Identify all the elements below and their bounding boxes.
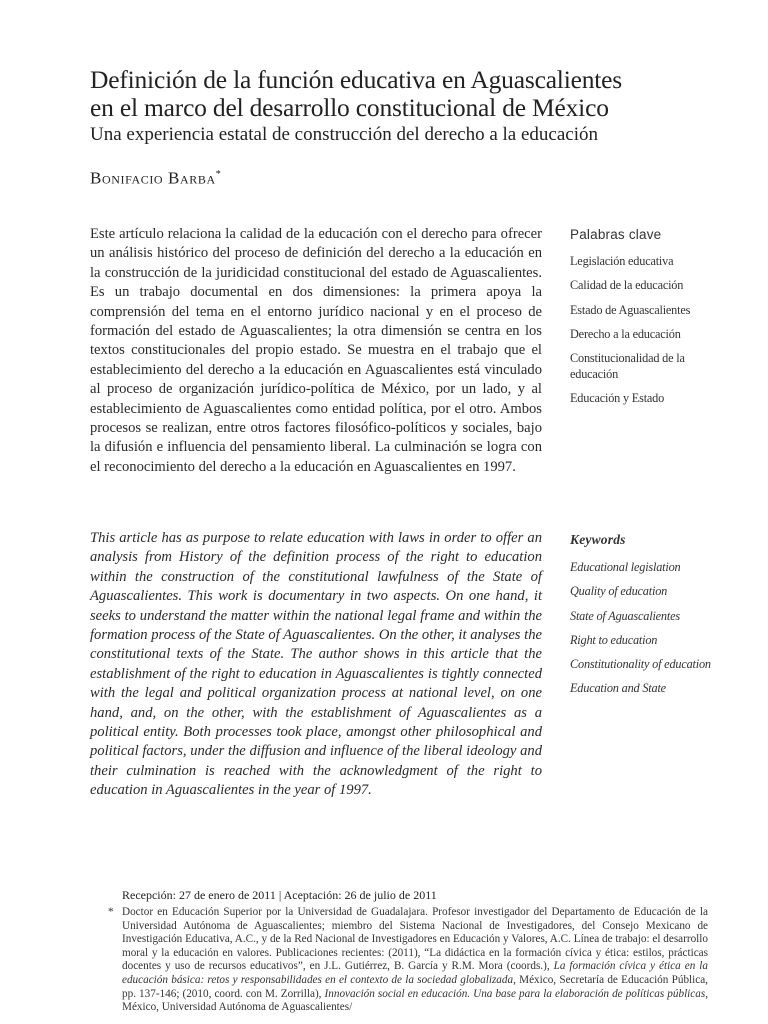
article-subtitle: Una experiencia estatal de construcción del derecho a la educación <box>90 124 598 145</box>
footnote-book-title: La formación cívica y ética en la educación básica: retos y responsabilidades en el contexto de la sociedad globalizada <box>122 960 709 986</box>
footnote-text: , México, Secretaría de Educación Pública, pp. 137-146; (2010, coord. con M. Zorrilla), <box>122 973 708 1000</box>
author-name: Bonifacio Barba <box>90 168 216 188</box>
article-title-line-1: Definición de la función educativa en Aguascalientes <box>90 65 622 94</box>
keyword-item: Calidad de la educación <box>570 278 684 293</box>
footnote-text: Doctor en Educación Superior por la Universidad de Guadalajara. Profesor investigador del Departamento de Educación de la Universidad Autónoma de Aguascalientes; miembro del Sistema Nacional de Investigadores, del Consejo Mexicano de Investigación Educativa, A.C., y de la Red Nacional de Investigadores en Educación y Valores, A.C. Línea de trabajo: el desarrollo moral y la educación en valores. Publicaciones recientes: (2011), “La didáctica en la formación cívica y ética: estilos, prácticas docentes y uso de recursos educativos”, en J.L. Gutiérrez, B. García y R.M. Mora (coords.), <box>122 906 708 973</box>
author-footnote-mark: * <box>215 169 222 180</box>
keyword-item: Legislación educativa <box>570 254 674 268</box>
keyword-item: Right to education <box>570 632 658 647</box>
keyword-item: Quality of education <box>570 584 668 599</box>
article-title-line-2: en el marco del desarrollo constitucional de México <box>90 93 609 122</box>
keyword-item: Educational legislation <box>570 560 681 574</box>
keyword-item: Constitutionality of education <box>570 657 711 672</box>
article-title <box>90 66 710 122</box>
keywords-english-heading: Keywords <box>570 532 626 547</box>
author-byline <box>90 164 221 190</box>
keywords-spanish <box>570 227 730 415</box>
footnote-mark: * <box>108 906 114 918</box>
keywords-spanish-list <box>570 254 730 406</box>
keyword-item: Derecho a la educación <box>570 326 681 341</box>
keywords-english-list <box>570 560 730 697</box>
footnotes <box>108 888 708 1015</box>
abstract-spanish: Este artículo relaciona la calidad de la educación con el derecho para ofrecer un análisis histórico del proceso de definición del derecho a la educación en la construcción de la juridicidad constitucional del estado de Aguascalientes. Es un trabajo documental en dos dimensiones: la primera apoya la comprensión del tema en el entorno jurídico nacional y en el proceso de formación del estado de Aguascalientes; la otra dimensión se centra en los textos constitucionales del propio estado. Se muestra en el trabajo que el establecimiento del derecho a la educación en Aguascalientes está vinculado al proceso de organización jurídico-política de México, por un lado, y al establecimiento de Aguascalientes como entidad política, por el otro. Ambos procesos se realizan, entre otros factores filosófico-políticos y sociales, bajo la difusión e influencia del pensamiento liberal. La culminación se logra con el reconocimiento del derecho a la educación en Aguascalientes en 1997. <box>90 226 542 475</box>
keyword-item: Estado de Aguascalientes <box>570 302 691 317</box>
keyword-item: Education and State <box>570 681 666 696</box>
footnote-book-title: Innovación social en educación. Una base para la elaboración de políticas públicas <box>324 987 706 1000</box>
keywords-spanish-heading: Palabras clave <box>570 227 662 242</box>
reception-dates: Recepción: 27 de enero de 2011 | Aceptación: 26 de julio de 2011 <box>122 888 437 902</box>
abstract-english: This article has as purpose to relate education with laws in order to offer an analysis from History of the definition process of the right to education within the construction of the constitutional lawfulness of the State of Aguascalientes. This work is documentary in two aspects. On one hand, it seeks to understand the matter within the national legal frame and within the formation process of the State of Aguascalientes. On the other, it analyses the constitutional texts of the State. The author shows in this article that the establishment of the right to education in Aguascalientes is tightly connected with the legal and political organization process at national level, on one hand, and, on the other, with the establishment of Aguascalientes as a political entity. Both processes took place, amongst other philosophical and political factors, under the diffusion and influence of the liberal ideology and their culmination is reached with the acknowledgment of the right to education in Aguascalientes in the year of 1997. <box>90 530 542 799</box>
keyword-item: Educación y Estado <box>570 390 665 405</box>
keyword-item: Constitucionalidad de la educación <box>570 351 685 381</box>
keywords-english <box>570 532 730 706</box>
footnote-text: , México, Universidad Autónoma de Aguascalientes/ <box>122 987 708 1014</box>
author-footnote <box>108 906 708 1015</box>
keyword-item: State of Aguascalientes <box>570 608 680 623</box>
